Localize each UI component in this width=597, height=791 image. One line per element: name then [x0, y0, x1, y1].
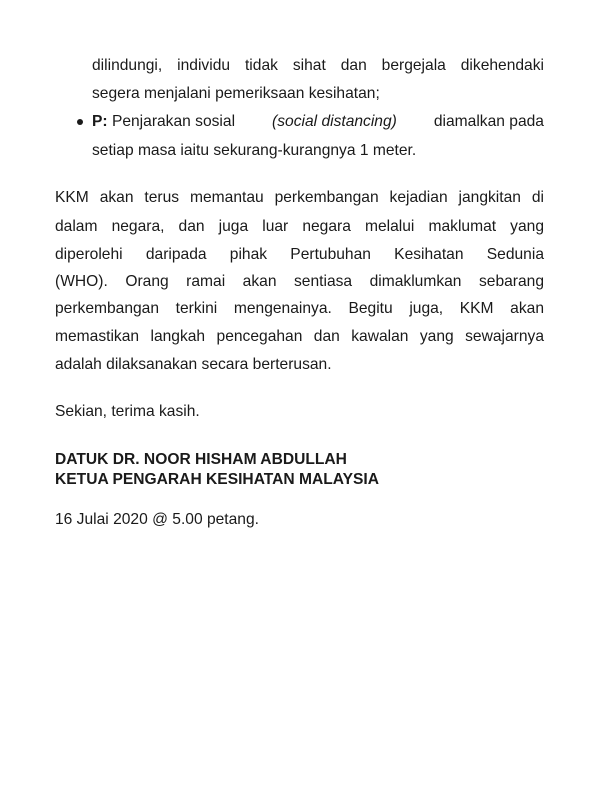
bullet-continuation-line-2: segera menjalani pemeriksaan kesihatan;	[92, 85, 380, 102]
paragraph-line: dalam negara, dan juga luar negara melalui maklumat yang	[55, 218, 544, 235]
paragraph-line: adalah dilaksanakan secara berterusan.	[55, 356, 332, 373]
bullet-p-line-1	[92, 112, 544, 132]
bullet-p-text-after: diamalkan pada	[433, 113, 544, 130]
bullet-p-segment-1	[92, 112, 235, 132]
paragraph-line: diperolehi daripada pihak Pertubuhan Kesihatan Sedunia	[55, 246, 544, 263]
bullet-p-text-before: Penjarakan sosial	[111, 113, 236, 130]
signature-name: DATUK DR. NOOR HISHAM ABDULLAH	[55, 451, 347, 468]
paragraph-line: (WHO). Orang ramai akan sentiasa dimaklumkan sebarang	[55, 273, 544, 290]
bullet-continuation-line-1: dilindungi, individu tidak sihat dan bergejala dikehendaki	[92, 57, 544, 74]
paragraph-line: KKM akan terus memantau perkembangan kejadian jangkitan di	[55, 189, 544, 206]
paragraph-line: perkembangan terkini mengenainya. Begitu juga, KKM akan	[55, 300, 544, 317]
bullet-dot-icon	[77, 119, 83, 125]
bullet-p-line-2: setiap masa iaitu sekurang-kurangnya 1 meter.	[92, 142, 417, 159]
bullet-p-marker: P:	[92, 113, 108, 130]
paragraph-line: memastikan langkah pencegahan dan kawalan yang sewajarnya	[55, 328, 544, 345]
bullet-p-italic: (social distancing)	[272, 113, 397, 130]
date-text: 16 Julai 2020 @ 5.00 petang.	[55, 511, 259, 528]
closing-text: Sekian, terima kasih.	[55, 403, 200, 420]
signature-title: KETUA PENGARAH KESIHATAN MALAYSIA	[55, 471, 380, 488]
